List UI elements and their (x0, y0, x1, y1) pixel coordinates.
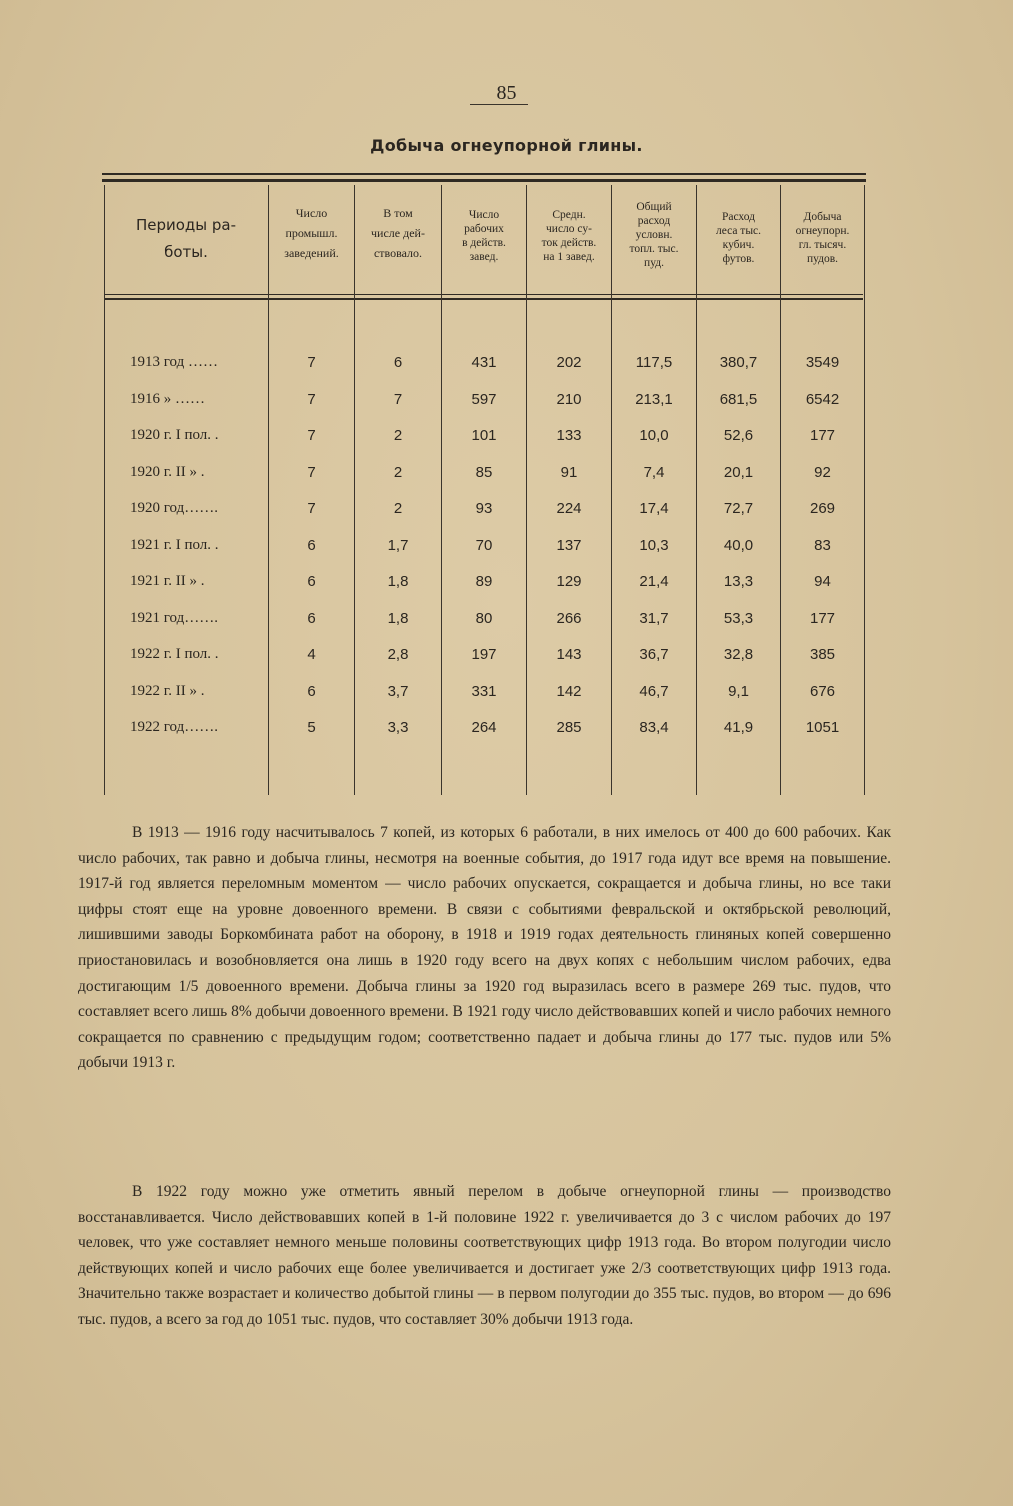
row-label: 1921 год……. (130, 609, 218, 626)
table-top-rule (102, 173, 866, 175)
table-cell: 7 (307, 463, 316, 481)
table-cell: 681,5 (719, 390, 758, 408)
table-cell: 31,7 (639, 609, 669, 627)
header-bottom-rule (105, 294, 863, 295)
column-divider (268, 185, 269, 795)
table-cell: 53,3 (723, 609, 754, 627)
table-cell: 385 (809, 646, 836, 663)
table-cell: 7 (307, 354, 316, 371)
table-top-rule-2 (102, 179, 866, 182)
table-cell: 6 (393, 354, 403, 371)
table-cell: 137 (556, 536, 582, 554)
table-right-border (864, 185, 865, 795)
table-cell: 83 (814, 536, 831, 554)
table-cell: 380,7 (719, 354, 758, 371)
header-bottom-rule-2 (105, 298, 863, 300)
table-cell: 266 (556, 609, 582, 627)
row-label: 1920 год……. (130, 500, 218, 516)
table-cell: 264 (471, 719, 497, 736)
table-cell: 597 (471, 390, 497, 408)
table-title: Добыча огнеупорной глины. (370, 136, 643, 155)
table-cell: 676 (809, 682, 836, 700)
row-label: 1913 год …… (130, 354, 218, 370)
row-label: 1922 год……. (130, 719, 218, 735)
table-cell: 10,0 (639, 427, 669, 444)
table-cell: 101 (471, 427, 497, 444)
table-cell: 129 (556, 573, 582, 590)
row-label: 1921 г. I пол. . (130, 536, 219, 553)
table-cell: 70 (475, 536, 493, 554)
table-cell: 17,4 (639, 500, 669, 517)
table-cell: 6 (307, 609, 316, 627)
table-cell: 10,3 (639, 536, 669, 554)
paragraph: В 1922 году можно уже отметить явный перелом в добыче огнеупорной глины — производство восстанавливается. Число действовавших копей в 1-й половине 1922 г. увеличивается до 3 с числом рабочих до 197 человек, что уже составляет немного меньше половины соответствующих цифр 1913 года. Во втором полугодии число действующих копей и число рабочих еще более увеличивается и достигает уже 2/3 соответствующих цифр 1913 года. Значительно также возрастает и количество добытой глины — в первом полугодии до 355 тыс. пудов, во втором — до 696 тыс. пудов, а всего за год до 1051 тыс. пудов, что составляет 30% добычи 1913 года. (78, 1183, 891, 1328)
table-cell: 224 (556, 500, 582, 517)
table-cell: 3,3 (387, 719, 409, 736)
column-divider (780, 185, 781, 795)
row-label: 1916 » …… (130, 390, 205, 407)
column-divider (696, 185, 697, 795)
row-label: 1920 г. I пол. . (130, 427, 219, 443)
table-cell: 46,7 (639, 682, 669, 700)
row-label: 1920 г. II » . (130, 463, 205, 480)
table-cell: 91 (560, 463, 578, 481)
header-operating: В том числе дей- ствовало. (371, 206, 425, 260)
table-cell: 1,8 (387, 573, 409, 590)
table-cell: 117,5 (635, 354, 673, 371)
table-cell: 177 (809, 609, 836, 627)
table-cell: 3,7 (387, 682, 409, 700)
column-divider (526, 185, 527, 795)
table-cell: 177 (809, 427, 836, 444)
table-cell: 52,6 (723, 427, 754, 444)
table-cell: 1051 (805, 719, 840, 736)
table-cell: 1,8 (387, 609, 409, 627)
table-cell: 7 (307, 390, 316, 408)
table-cell: 93 (475, 500, 493, 517)
header-fuel: Общий расход условн. топл. тыс. пуд. (629, 201, 679, 269)
row-label: 1922 г. I пол. . (130, 646, 219, 662)
header-enterprises: Число промышл. заведений. (284, 206, 339, 260)
table-cell: 6 (307, 682, 316, 700)
table-cell: 431 (471, 354, 497, 371)
row-label: 1921 г. II » . (130, 573, 205, 589)
table-cell: 6 (307, 573, 316, 590)
header-workers: Число рабочих в действ. завед. (462, 209, 506, 263)
table-cell: 2 (393, 427, 403, 444)
header-clay-output: Добыча огнеупорн. гл. тысяч. пудов. (795, 211, 850, 265)
table-cell: 2 (393, 463, 403, 481)
header-period: Периоды ра- боты. (135, 216, 237, 261)
table-cell: 83,4 (639, 719, 669, 736)
table-cell: 89 (475, 573, 493, 590)
table-cell: 142 (556, 682, 582, 700)
table-cell: 20,1 (723, 463, 754, 481)
table-cell: 36,7 (639, 646, 669, 663)
table-cell: 80 (475, 609, 493, 627)
column-divider (354, 185, 355, 795)
page-number: 85 (496, 82, 517, 104)
table-cell: 331 (471, 682, 497, 700)
table-cell: 21,4 (639, 573, 669, 590)
table-cell: 202 (556, 354, 582, 371)
row-label: 1922 г. II » . (130, 682, 205, 699)
table-cell: 3549 (805, 354, 840, 371)
table-cell: 1,7 (387, 536, 409, 554)
table-cell: 7 (393, 390, 403, 408)
table-cell: 72,7 (723, 500, 754, 517)
header-timber: Расход леса тыс. кубич. футов. (715, 211, 762, 265)
table-cell: 7 (307, 427, 316, 444)
table-cell: 40,0 (723, 536, 754, 554)
table-cell: 143 (556, 646, 582, 663)
table-cell: 94 (814, 573, 831, 590)
page-number-rule (470, 104, 528, 105)
table-cell: 92 (814, 463, 831, 481)
header-avg-days: Средн. число су- ток действ. на 1 завед. (541, 209, 597, 263)
table-cell: 197 (471, 646, 497, 663)
table-cell: 7,4 (643, 463, 665, 481)
column-divider (441, 185, 442, 795)
table-cell: 269 (809, 500, 836, 517)
column-divider (611, 185, 612, 795)
table-cell: 285 (556, 719, 582, 736)
table-cell: 4 (307, 646, 316, 663)
table-cell: 2 (393, 500, 403, 517)
table-cell: 210 (556, 390, 582, 408)
table-cell: 6 (307, 536, 316, 554)
table-cell: 85 (475, 463, 493, 481)
table-cell: 2,8 (387, 646, 409, 663)
table-cell: 7 (307, 500, 316, 517)
table-cell: 5 (307, 719, 316, 736)
table-left-border (104, 185, 105, 795)
table-cell: 133 (556, 427, 582, 444)
table-cell: 41,9 (723, 719, 754, 736)
paragraph: В 1913 — 1916 году насчитывалось 7 копей, из которых 6 работали, в них имелось от 400 до 600 рабочих. Как число рабочих, так равно и добыча глины, несмотря на военные события, до 1917 года идут все время на повышение. 1917-й год является переломным моментом — число рабочих опускается, сокращается и добыча глины, но все таки цифры стоят еще на уровне довоенного времени. В связи с событиями февральской и октябрьской революций, лишившими заводы Боркомбината работ на оборону, в 1918 и 1919 годах деятельность глиняных копей совершенно приостановилась и возобновляется она лишь в 1920 году всего на двух копях с небольшим числом рабочих, едва достигающим 1/5 довоенного времени. Добыча глины за 1920 год выразилась всего в размере 269 тыс. пудов, что составляет всего лишь 8% добычи довоенного времени. В 1921 году число действовавших копей и число рабочих немного сокращается по сравнению с предыдущим годом; соответственно падает и добыча глины до 177 тыс. пудов или 5% добычи 1913 г. (78, 824, 891, 1072)
table-cell: 6542 (805, 390, 840, 408)
table-cell: 32,8 (723, 646, 754, 663)
table-cell: 9,1 (728, 682, 749, 700)
table-cell: 213,1 (635, 390, 673, 408)
table-cell: 13,3 (723, 573, 754, 590)
